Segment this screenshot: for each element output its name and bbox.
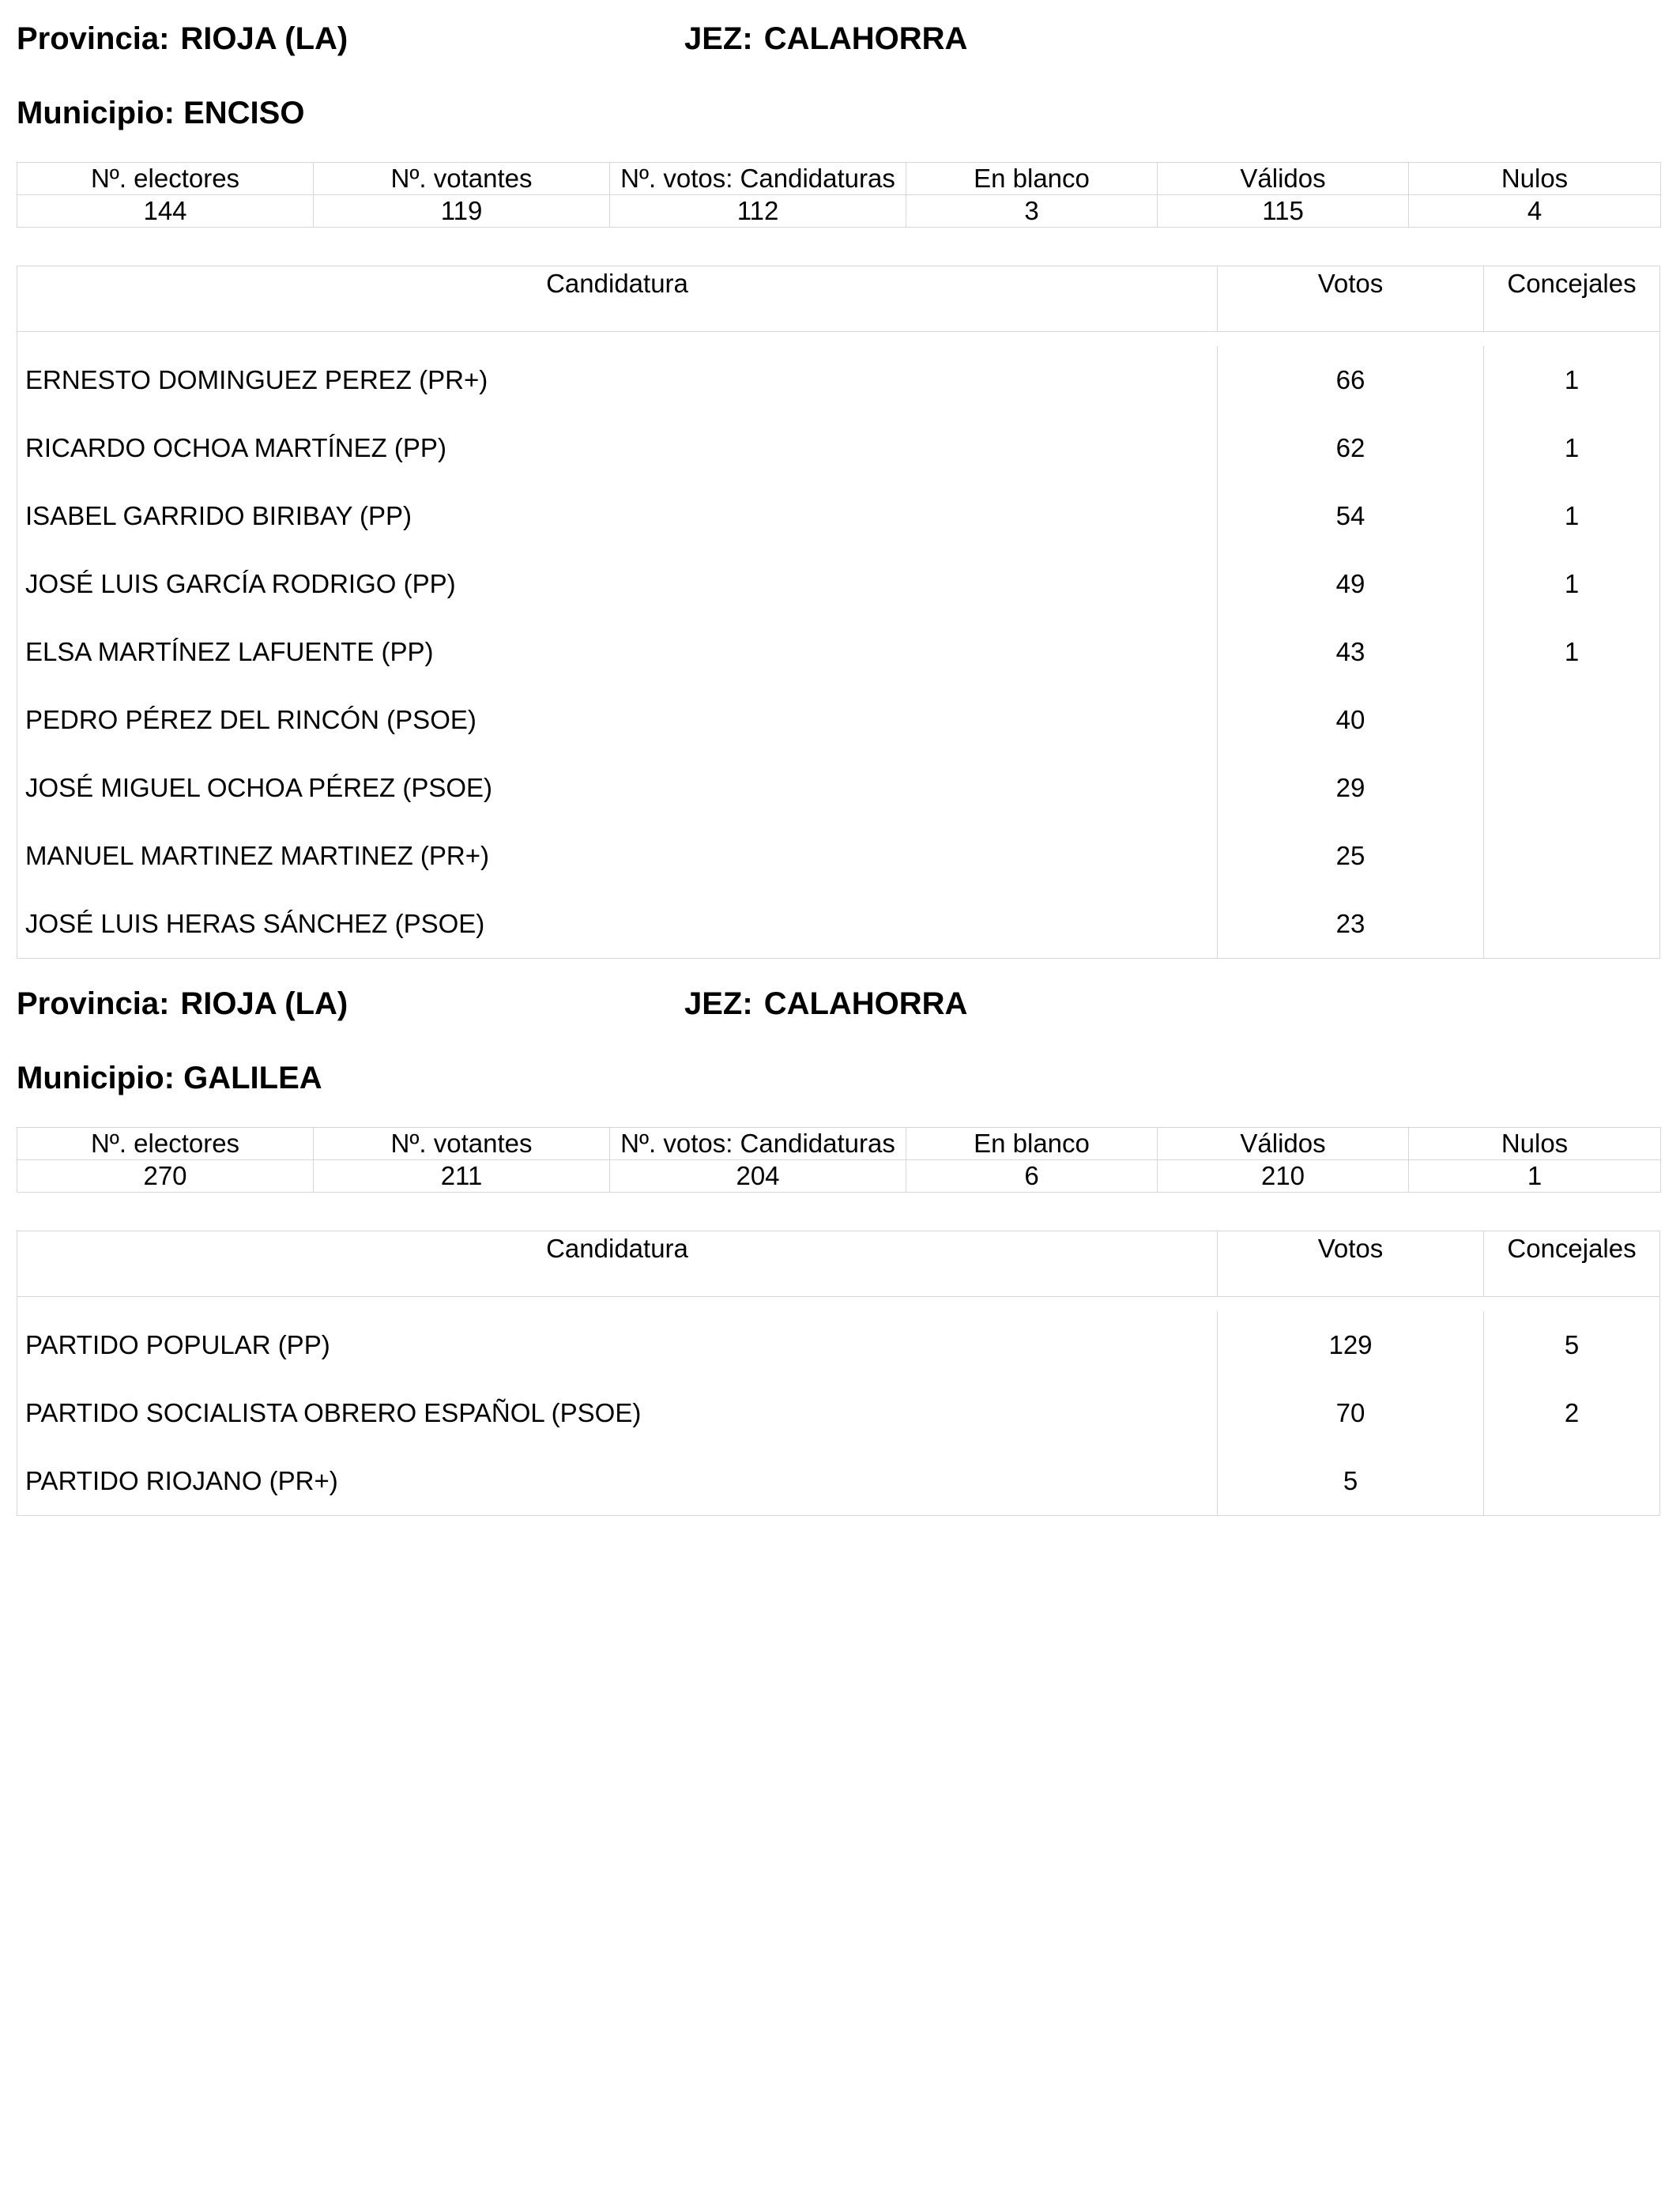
stats-value-votantes: 211 xyxy=(314,1160,610,1193)
candidate-name: JOSÉ LUIS GARCÍA RODRIGO (PP) xyxy=(25,569,456,598)
provincia-header xyxy=(17,985,348,1023)
jez-value: CALAHORRA xyxy=(763,21,968,56)
table-row xyxy=(17,414,1659,482)
provincia-header xyxy=(17,20,348,58)
candidate-votes: 23 xyxy=(1217,890,1483,958)
table-row xyxy=(17,618,1659,686)
stats-value-votos-candidaturas: 204 xyxy=(610,1160,906,1193)
candidate-name: RICARDO OCHOA MARTÍNEZ (PP) xyxy=(25,433,446,462)
candidate-concejales: 1 xyxy=(1483,482,1659,550)
stats-value-validos: 210 xyxy=(1158,1160,1409,1193)
candidate-votes: 70 xyxy=(1217,1379,1483,1447)
municipio-label: Municipio: xyxy=(17,1061,175,1095)
candidate-name: ISABEL GARRIDO BIRIBAY (PP) xyxy=(25,501,412,530)
candidate-concejales xyxy=(1483,686,1659,754)
candidate-concejales: 1 xyxy=(1483,414,1659,482)
candidate-votes: 66 xyxy=(1217,346,1483,414)
stats-header-nulos: Nulos xyxy=(1409,1128,1661,1160)
candidate-name: PARTIDO POPULAR (PP) xyxy=(25,1330,330,1359)
candidate-votes: 40 xyxy=(1217,686,1483,754)
candidate-name: JOSÉ MIGUEL OCHOA PÉREZ (PSOE) xyxy=(25,773,493,802)
table-row xyxy=(17,346,1659,414)
stats-value-electores: 144 xyxy=(17,195,314,228)
candidates-body xyxy=(17,332,1659,958)
candidate-votes: 62 xyxy=(1217,414,1483,482)
candidates-header-row xyxy=(17,266,1659,332)
candidates-header-name: Candidatura xyxy=(546,269,688,298)
table-row xyxy=(17,890,1659,958)
candidates-header-votes: Votos xyxy=(1217,1231,1483,1296)
table-row xyxy=(17,686,1659,754)
candidates-header-concejales: Concejales xyxy=(1483,1231,1659,1296)
municipio-label: Municipio: xyxy=(17,96,175,130)
candidate-votes: 54 xyxy=(1217,482,1483,550)
stats-value-votantes: 119 xyxy=(314,195,610,228)
table-row xyxy=(17,1447,1659,1515)
stats-header-votos-candidaturas: Nº. votos: Candidaturas xyxy=(610,1128,906,1160)
candidate-concejales: 2 xyxy=(1483,1379,1659,1447)
table-row xyxy=(17,1379,1659,1447)
table-row xyxy=(17,1311,1659,1379)
municipio-value: ENCISO xyxy=(183,96,305,130)
stats-value-validos: 115 xyxy=(1158,195,1409,228)
candidate-concejales: 1 xyxy=(1483,346,1659,414)
candidate-concejales xyxy=(1483,754,1659,822)
stats-value-nulos: 4 xyxy=(1409,195,1661,228)
stats-header-en-blanco: En blanco xyxy=(906,1128,1158,1160)
table-row xyxy=(17,822,1659,890)
provincia-value: RIOJA (LA) xyxy=(180,21,348,56)
candidates-table xyxy=(17,1231,1660,1516)
table-row xyxy=(17,550,1659,618)
candidates-header-name: Candidatura xyxy=(546,1234,688,1263)
stats-value-row xyxy=(17,1160,1661,1193)
stats-table xyxy=(17,162,1661,228)
stats-value-en-blanco: 3 xyxy=(906,195,1158,228)
stats-header-votantes: Nº. votantes xyxy=(314,163,610,195)
stats-value-nulos: 1 xyxy=(1409,1160,1661,1193)
stats-header-votantes: Nº. votantes xyxy=(314,1128,610,1160)
candidates-header-row xyxy=(17,1231,1659,1297)
stats-value-en-blanco: 6 xyxy=(906,1160,1158,1193)
candidate-votes: 129 xyxy=(1217,1311,1483,1379)
municipio-header xyxy=(17,94,304,132)
candidate-name: ERNESTO DOMINGUEZ PEREZ (PR+) xyxy=(25,365,488,394)
candidate-name: PARTIDO SOCIALISTA OBRERO ESPAÑOL (PSOE) xyxy=(25,1398,642,1427)
candidate-votes: 5 xyxy=(1217,1447,1483,1515)
municipio-header xyxy=(17,1059,322,1097)
candidate-concejales xyxy=(1483,890,1659,958)
stats-value-votos-candidaturas: 112 xyxy=(610,195,906,228)
stats-table xyxy=(17,1127,1661,1193)
candidate-concejales: 1 xyxy=(1483,618,1659,686)
stats-header-row xyxy=(17,1128,1661,1160)
candidate-concejales: 1 xyxy=(1483,550,1659,618)
candidate-name: PEDRO PÉREZ DEL RINCÓN (PSOE) xyxy=(25,705,477,734)
candidates-table xyxy=(17,266,1660,959)
candidate-name: MANUEL MARTINEZ MARTINEZ (PR+) xyxy=(25,841,490,870)
municipio-value: GALILEA xyxy=(183,1061,322,1095)
candidate-concejales xyxy=(1483,1447,1659,1515)
candidate-votes: 43 xyxy=(1217,618,1483,686)
candidate-votes: 29 xyxy=(1217,754,1483,822)
candidate-votes: 25 xyxy=(1217,822,1483,890)
stats-header-validos: Válidos xyxy=(1158,1128,1409,1160)
candidate-concejales xyxy=(1483,822,1659,890)
table-row xyxy=(17,754,1659,822)
stats-header-validos: Válidos xyxy=(1158,163,1409,195)
stats-header-row xyxy=(17,163,1661,195)
candidates-header-votes: Votos xyxy=(1217,266,1483,331)
stats-header-nulos: Nulos xyxy=(1409,163,1661,195)
jez-value: CALAHORRA xyxy=(763,986,968,1021)
stats-header-en-blanco: En blanco xyxy=(906,163,1158,195)
candidates-body xyxy=(17,1297,1659,1515)
stats-value-electores: 270 xyxy=(17,1160,314,1193)
candidate-concejales: 5 xyxy=(1483,1311,1659,1379)
stats-value-row xyxy=(17,195,1661,228)
jez-label: JEZ: xyxy=(684,986,753,1021)
table-row xyxy=(17,482,1659,550)
candidate-name: PARTIDO RIOJANO (PR+) xyxy=(25,1466,338,1495)
candidate-name: JOSÉ LUIS HERAS SÁNCHEZ (PSOE) xyxy=(25,909,485,938)
provincia-value: RIOJA (LA) xyxy=(180,986,348,1021)
candidate-name: ELSA MARTÍNEZ LAFUENTE (PP) xyxy=(25,637,434,666)
candidates-header-concejales: Concejales xyxy=(1483,266,1659,331)
stats-header-electores: Nº. electores xyxy=(17,163,314,195)
provincia-label: Provincia: xyxy=(17,986,170,1021)
stats-header-electores: Nº. electores xyxy=(17,1128,314,1160)
jez-header xyxy=(684,20,967,58)
provincia-label: Provincia: xyxy=(17,21,170,56)
stats-header-votos-candidaturas: Nº. votos: Candidaturas xyxy=(610,163,906,195)
candidate-votes: 49 xyxy=(1217,550,1483,618)
jez-label: JEZ: xyxy=(684,21,753,56)
jez-header xyxy=(684,985,967,1023)
